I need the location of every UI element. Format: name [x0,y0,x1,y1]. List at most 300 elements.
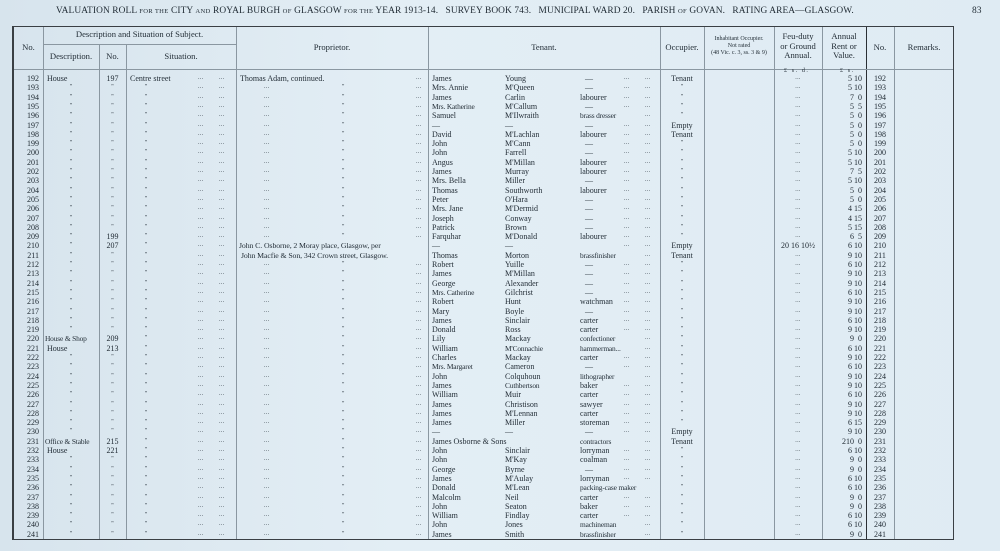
proprietor-ditto: " [342,130,345,137]
description: " [69,158,73,165]
filler-dots: ... [416,288,422,295]
entry-number: 230 [27,427,39,437]
subject-number: " [111,121,114,128]
occupier-status: " [680,484,684,491]
occupier-status: Empty [671,427,693,437]
filler-dots: ... [198,465,204,472]
filler-dots: ... [198,344,204,351]
annual-rent: 7 0 [850,92,862,102]
situation: " [144,391,148,398]
tenant-first-name: Mary [432,306,450,316]
tenant-occupation: contractors [580,436,612,446]
annual-rent: 6 5 [850,232,862,242]
tenant-first-name: Thomas [432,185,458,195]
table-row [14,121,953,130]
tenant-occupation: — [585,306,593,316]
tenant-first-name: John [432,520,448,530]
description: House [47,446,68,455]
tenant-occupation: baker [580,501,598,511]
filler-dots: ... [198,177,204,184]
description: " [69,354,73,360]
filler-dots: ... [198,372,204,379]
feu-duty: ... [795,121,801,128]
description: " [69,391,73,398]
tenant-first-name: Lily [432,334,446,344]
situation: " [144,168,148,174]
filler-dots: ... [264,84,270,91]
occupier-status: " [680,419,684,426]
entry-number: 231 [27,436,39,446]
situation: " [144,465,148,472]
annual-rent: 9 0 [850,529,862,539]
filler-dots: ... [645,298,651,305]
tenant-surname: M'Queen [505,83,535,93]
description: " [69,177,73,184]
annual-rent: 6 10 [848,520,862,530]
subject-number: " [111,400,114,407]
situation: " [144,140,148,147]
annual-rent: 6 10 [848,446,862,455]
table-row [14,437,953,446]
filler-dots: ... [219,493,225,500]
situation: " [144,521,148,528]
tenant-first-name: William [432,390,458,400]
filler-dots: ... [645,363,651,370]
annual-rent: 9 10 [848,297,862,307]
subject-number: " [111,326,114,333]
situation: " [144,437,148,444]
occupier-status: " [680,233,684,240]
tenant-surname: Seaton [505,501,527,511]
tenant-surname: M'Dermid [505,204,538,214]
description: Office & Stable [45,436,90,446]
filler-dots: ... [624,186,630,193]
filler-dots: ... [198,335,204,342]
filler-dots: ... [645,493,651,500]
proprietor-ditto: " [342,465,345,472]
table-row [14,390,953,399]
proprietor-ditto: " [342,205,345,212]
filler-dots: ... [198,223,204,230]
entry-number: 198 [27,129,39,139]
proprietor-ditto: " [342,512,345,519]
feu-duty: ... [795,270,801,277]
subject-number: " [111,130,114,137]
filler-dots: ... [198,233,204,240]
proprietor-ditto: " [342,84,345,91]
feu-duty: ... [795,279,801,286]
description: House & Shop [45,334,87,344]
filler-dots: ... [264,316,270,323]
filler-dots: ... [264,149,270,156]
filler-dots: ... [624,456,630,463]
filler-dots: ... [198,428,204,435]
rent-units: £ s. [840,68,855,74]
subject-number: 221 [106,446,119,455]
tenant-surname: Christison [505,399,538,409]
description: " [69,195,73,202]
entry-number-right: 225 [874,380,886,390]
tenant-occupation: labourer [580,232,607,242]
table-row [14,400,953,409]
filler-dots: ... [264,512,270,519]
filler-dots: ... [624,149,630,156]
table-row [14,241,953,250]
feu-duty: ... [795,168,801,174]
occupier-status: " [680,288,684,295]
description: " [69,121,73,128]
table-row [14,446,953,455]
subject-number: " [111,521,114,528]
tenant-first-name: James [432,473,452,483]
filler-dots: ... [219,474,225,481]
occupier-status: " [680,521,684,528]
entry-number: 207 [27,213,39,223]
filler-dots: ... [645,447,651,453]
tenant-occupation: sawyer [580,399,603,409]
filler-dots: ... [219,521,225,528]
filler-dots: ... [624,223,630,230]
filler-dots: ... [645,149,651,156]
tenant-first-name: Samuel [432,111,456,121]
subject-number: " [111,354,114,360]
filler-dots: ... [219,484,225,491]
occupier-status: " [680,93,684,100]
filler-dots: ... [198,381,204,388]
tenant-surname: Miller [505,418,525,428]
occupier-status: " [680,335,684,342]
filler-dots: ... [645,456,651,463]
filler-dots: ... [264,456,270,463]
entry-number: 194 [27,92,39,102]
filler-dots: ... [198,530,204,537]
occupier-status: " [680,474,684,481]
table-row [14,381,953,390]
situation: " [144,288,148,295]
feu-duty: ... [795,298,801,305]
tenant-occupation: — [585,194,593,204]
filler-dots: ... [416,316,422,323]
filler-dots: ... [219,381,225,388]
tenant-surname: — [505,241,513,251]
tenant-occupation: — [585,120,593,130]
entry-number-right: 218 [874,315,886,325]
annual-rent: 9 10 [848,408,862,418]
proprietor-ditto: " [342,447,345,453]
entry-number-right: 211 [874,250,886,260]
filler-dots: ... [624,84,630,91]
situation: " [144,93,148,100]
annual-rent: 9 10 [848,380,862,390]
subject-number: " [111,261,114,267]
subject-number: " [111,251,114,258]
situation: " [144,279,148,286]
annual-rent: 9 10 [848,371,862,381]
col-header-description: Description. [49,51,93,61]
filler-dots: ... [198,158,204,165]
entry-number-right: 232 [874,446,886,455]
tenant-surname: M'Millan [505,269,535,279]
tenant-surname: Cuthbertson [505,380,540,390]
entry-number: 208 [27,222,39,232]
tenant-surname: Muir [505,390,521,400]
feu-duty: ... [795,261,801,267]
filler-dots: ... [264,493,270,500]
tenant-surname: Southworth [505,185,543,195]
filler-dots: ... [264,428,270,435]
description: " [69,521,73,528]
tenant-surname: M'Lean [505,483,530,493]
table-row [14,288,953,297]
tenant-first-name: Mrs. Annie [432,83,468,93]
table-row [14,102,953,111]
entry-number-right: 216 [874,297,886,307]
subject-number: " [111,205,114,212]
filler-dots: ... [416,261,422,267]
tenant-occupation: labourer [580,157,607,167]
proprietor-ditto: " [342,223,345,230]
filler-dots: ... [416,233,422,240]
tenant-surname: Boyle [505,306,525,316]
entry-number-right: 233 [874,455,886,465]
filler-dots: ... [264,307,270,314]
description: House [47,343,68,353]
proprietor-osborne-line1: John C. Osborne, 2 Moray place, Glasgow, per [239,241,381,251]
subject-number: " [111,474,114,481]
entry-number: 226 [27,390,39,400]
tenant-occupation: — [585,74,593,83]
feu-duty: ... [795,437,801,444]
filler-dots: ... [416,140,422,147]
entry-number-right: 239 [874,511,886,521]
filler-dots: ... [416,354,422,360]
filler-dots: ... [198,512,204,519]
tenant-surname: Ross [505,325,521,335]
entry-number: 219 [27,325,39,335]
situation: " [144,530,148,537]
table-row [14,418,953,427]
filler-dots: ... [198,195,204,202]
description: " [69,381,73,388]
description: " [69,372,73,379]
filler-dots: ... [416,121,422,128]
feu-duty: ... [795,447,801,453]
annual-rent: 6 10 [848,511,862,521]
proprietor-ditto: " [342,102,345,109]
filler-dots: ... [416,279,422,286]
description: " [69,428,73,435]
col-header-proprietor: Proprietor. [313,42,351,52]
filler-dots: ... [645,372,651,379]
filler-dots: ... [624,279,630,286]
entry-number: 220 [27,334,39,344]
filler-dots: ... [198,214,204,221]
filler-dots: ... [645,400,651,407]
occupier-status: Tenant [671,250,693,260]
filler-dots: ... [416,372,422,379]
subject-number: " [111,419,114,426]
feu-duty: ... [795,288,801,295]
occupier-status: Tenant [671,436,693,446]
filler-dots: ... [416,456,422,463]
tenant-first-name: Robert [432,297,454,307]
entry-number-right: 236 [874,483,886,493]
tenant-surname: Smith [505,529,525,539]
subject-number: 199 [106,232,119,242]
filler-dots: ... [198,437,204,444]
filler-dots: ... [264,168,270,174]
table-row [14,483,953,492]
filler-dots: ... [264,409,270,416]
filler-dots: ... [219,223,225,230]
entry-number: 221 [27,343,39,353]
entry-number: 212 [27,260,39,269]
occupier-status: " [680,502,684,509]
tenant-surname: Mackay [505,353,531,362]
tenant-occupation: baker [580,380,598,390]
feu-duty: ... [795,465,801,472]
situation: " [144,363,148,370]
filler-dots: ... [198,251,204,258]
annual-rent: 9 0 [850,334,862,344]
description: " [69,140,73,147]
annual-rent: 9 10 [848,325,862,335]
proprietor-ditto: " [342,363,345,370]
filler-dots: ... [198,149,204,156]
filler-dots: ... [264,205,270,212]
col-header-remarks: Remarks. [907,42,941,52]
filler-dots: ... [624,177,630,184]
filler-dots: ... [416,75,422,81]
tenant-occupation: — [585,101,593,111]
tenant-first-name: John [432,139,448,149]
description: " [69,456,73,463]
filler-dots: ... [198,316,204,323]
filler-dots: ... [624,121,630,128]
occupier-status: " [680,326,684,333]
table-row [14,158,953,167]
tenant-occupation: labourer [580,185,607,195]
description: " [69,242,73,249]
feu-duty: ... [795,112,801,119]
situation: " [144,419,148,426]
subject-number: " [111,493,114,500]
subject-number: 215 [106,436,119,446]
table-row [14,204,953,213]
filler-dots: ... [645,354,651,360]
subject-number: " [111,530,114,537]
tenant-occupation: — [585,260,593,269]
proprietor-ditto: " [342,326,345,333]
tenant-first-name: George [432,464,456,474]
tenant-first-name: James [432,167,452,176]
tenant-occupation: lorryman [580,446,610,455]
entry-number: 225 [27,380,39,390]
subject-number: " [111,195,114,202]
table-row [14,186,953,195]
filler-dots: ... [264,474,270,481]
tenant-occupation: carter [580,353,599,362]
col-header-subject-no: No. [106,51,119,61]
tenant-surname: Cameron [505,362,535,372]
filler-dots: ... [198,354,204,360]
description: " [69,409,73,416]
filler-dots: ... [198,456,204,463]
annual-rent: 6 10 [848,260,862,269]
entry-number-right: 219 [874,325,886,335]
filler-dots: ... [198,493,204,500]
filler-dots: ... [645,223,651,230]
filler-dots: ... [198,288,204,295]
tenant-first-name: Malcolm [432,492,461,502]
annual-rent: 9 10 [848,269,862,279]
table-row [14,93,953,102]
filler-dots: ... [645,391,651,398]
situation: " [144,223,148,230]
description: " [69,251,73,258]
table-row [14,325,953,334]
filler-dots: ... [264,121,270,128]
filler-dots: ... [264,93,270,100]
tenant-surname: Morton [505,250,529,260]
tenant-first-name: Donald [432,483,456,493]
filler-dots: ... [264,214,270,221]
filler-dots: ... [416,84,422,91]
filler-dots: ... [264,195,270,202]
subject-number: " [111,84,114,91]
filler-dots: ... [264,186,270,193]
filler-dots: ... [219,242,225,249]
proprietor-ditto: " [342,335,345,342]
subject-number: " [111,140,114,147]
filler-dots: ... [219,186,225,193]
tenant-first-name: Angus [432,157,453,167]
occupier-status: " [680,223,684,230]
table-row [14,297,953,306]
tenant-occupation: labourer [580,167,607,176]
tenant-surname: M'Millan [505,157,535,167]
filler-dots: ... [416,363,422,370]
filler-dots: ... [416,484,422,491]
subject-number: " [111,168,114,174]
filler-dots: ... [624,130,630,137]
proprietor-ditto: " [342,428,345,435]
entry-number: 200 [27,148,39,158]
filler-dots: ... [645,158,651,165]
entry-number: 216 [27,297,39,307]
entry-number: 229 [27,418,39,428]
annual-rent: 5 15 [848,222,862,232]
subject-number: " [111,409,114,416]
situation: " [144,261,148,267]
tenant-surname: Findlay [505,511,530,521]
filler-dots: ... [645,530,651,537]
filler-dots: ... [198,130,204,137]
entry-number: 197 [27,120,39,130]
situation: " [144,205,148,212]
feu-duty: ... [795,130,801,137]
occupier-status: " [680,168,684,174]
proprietor-ditto: " [342,195,345,202]
tenant-first-name: James [432,529,452,539]
occupier-status: " [680,177,684,184]
situation: " [144,428,148,435]
entry-number-right: 226 [874,390,886,400]
occupier-status: " [680,112,684,119]
filler-dots: ... [624,381,630,388]
filler-dots: ... [416,474,422,481]
feu-duty: ... [795,84,801,91]
